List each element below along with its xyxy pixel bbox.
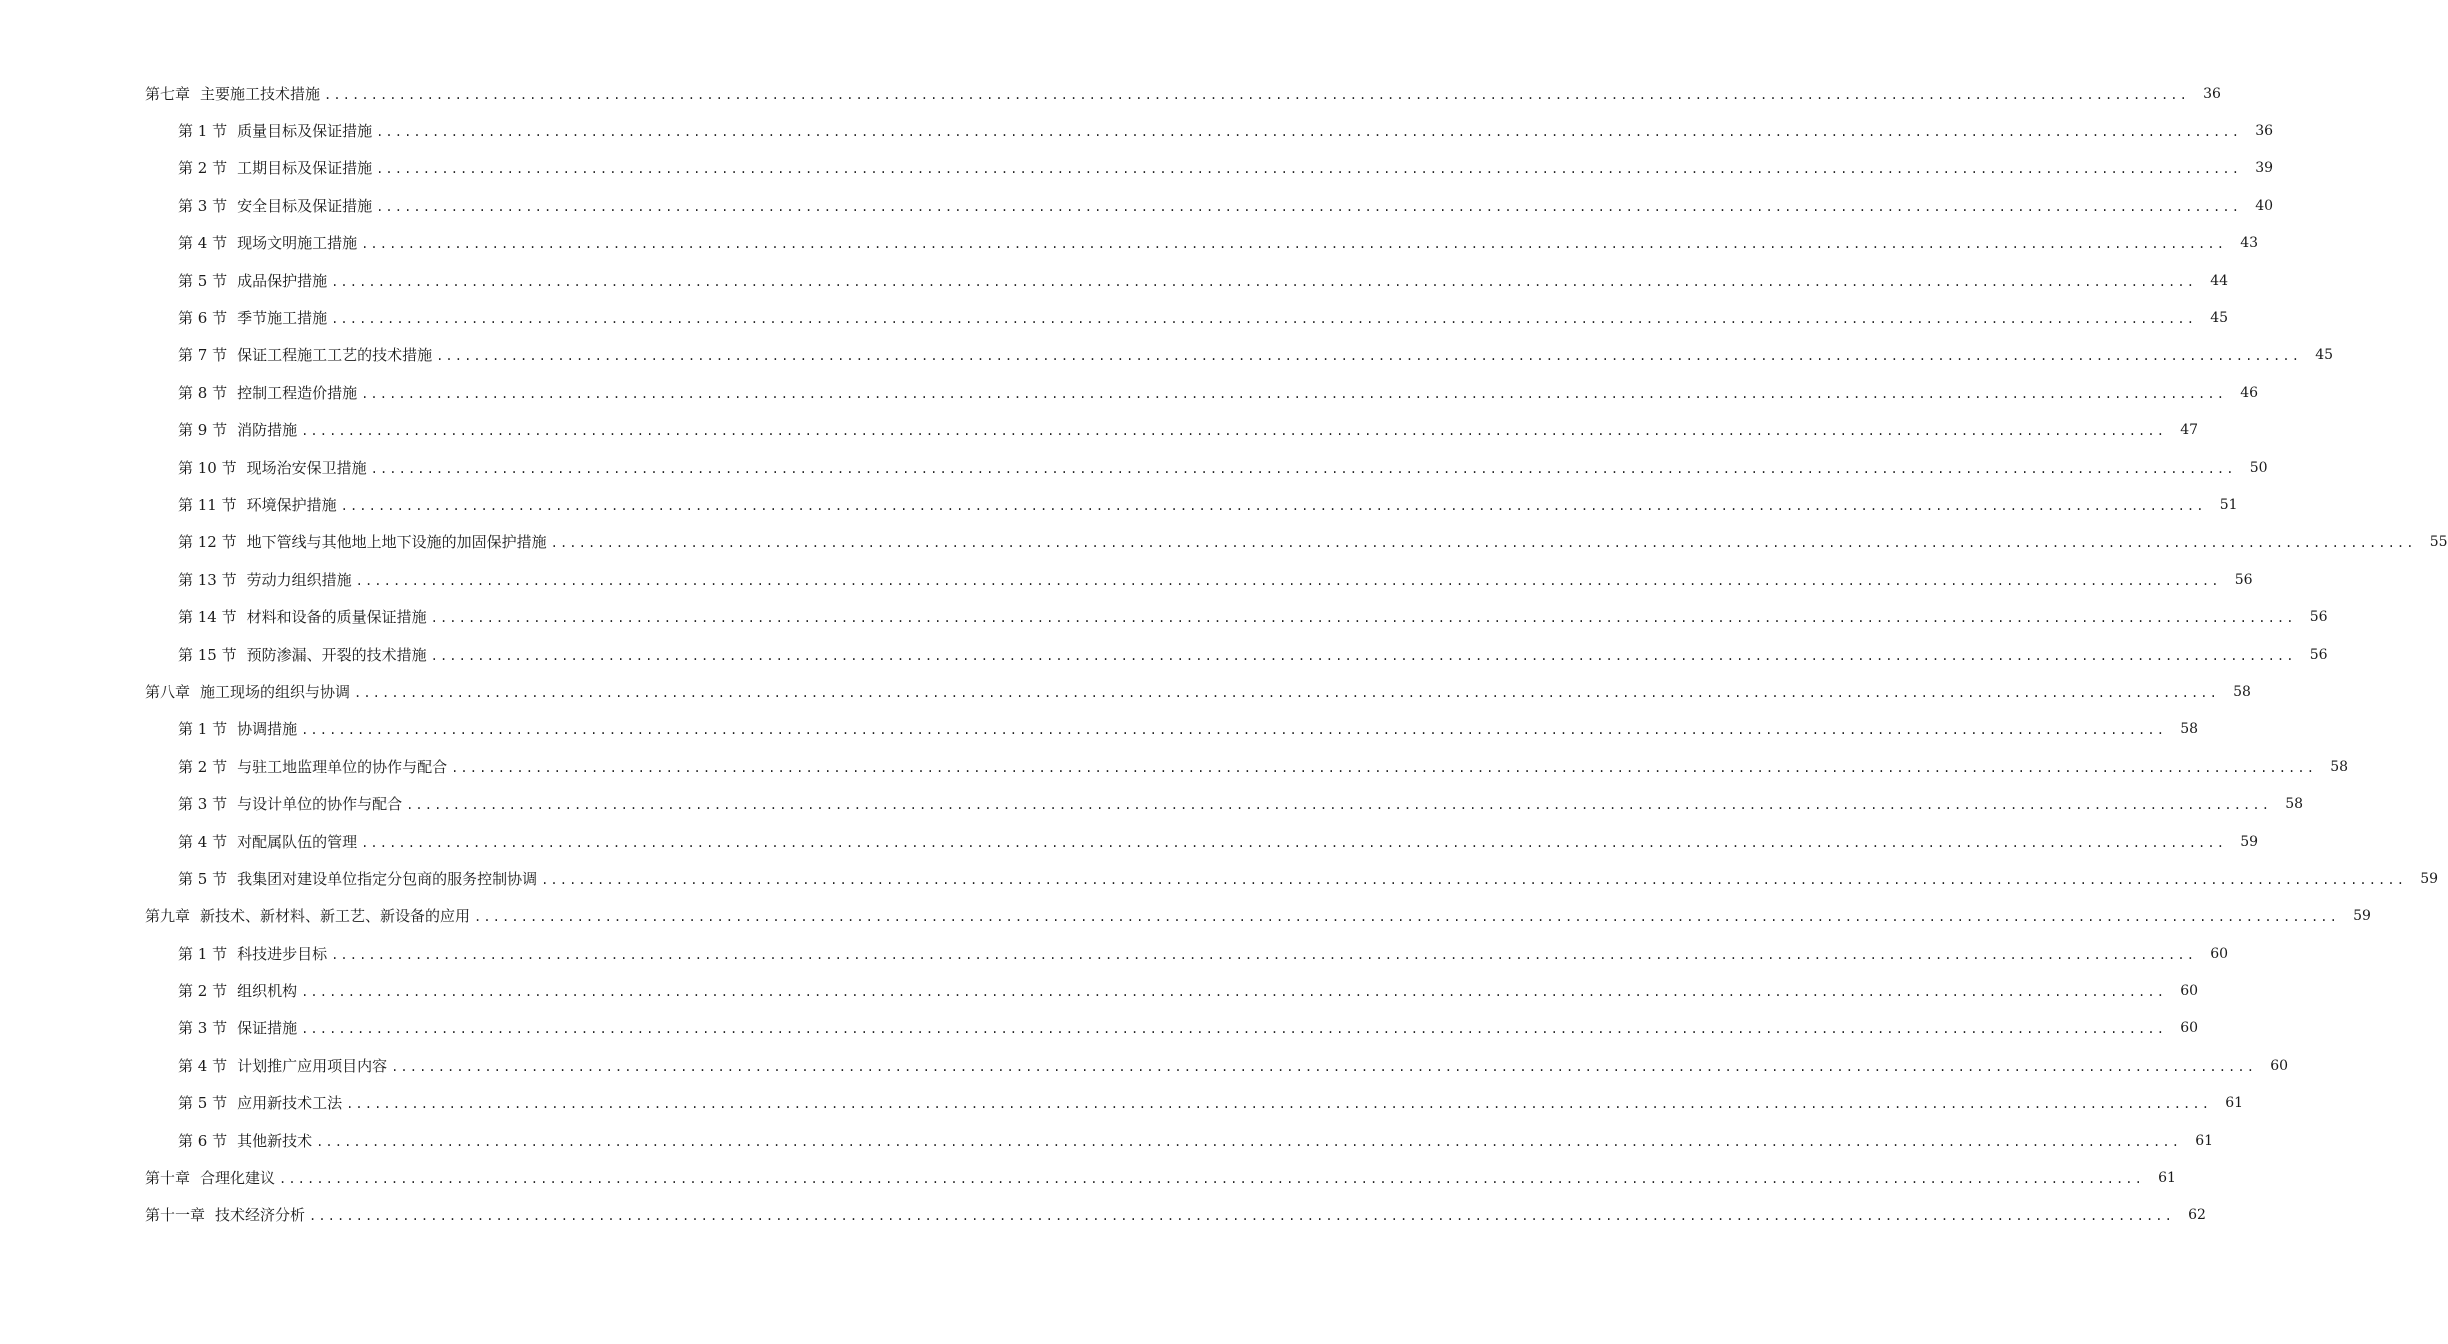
toc-entry-label <box>178 420 297 440</box>
toc-entry-number: 第 1 节 <box>178 720 228 739</box>
toc-entry-label <box>178 981 297 1001</box>
dot-leader: ........................................................................................................................................................................................................ <box>474 910 2339 925</box>
toc-entry-number: 第 1 节 <box>178 944 228 963</box>
toc-chapter-entry[interactable] <box>0 898 2371 935</box>
toc-entry-label <box>178 158 372 178</box>
toc-entry-number: 第 13 节 <box>178 570 237 589</box>
toc-entry-number: 第七章 <box>145 84 191 103</box>
dot-leader: ........................................................................................................................................................................................................ <box>361 835 2227 850</box>
toc-page-number: 62 <box>2188 1207 2206 1224</box>
toc-entry-label <box>145 1168 275 1188</box>
dot-leader: ........................................................................................................................................................................................................ <box>331 947 2197 962</box>
toc-section-entry[interactable] <box>0 1010 2199 1047</box>
toc-entry-title: 材料和设备的质量保证措施 <box>246 608 427 627</box>
toc-chapter-entry[interactable] <box>0 1197 2206 1234</box>
dot-leader: ........................................................................................................................................................................................................ <box>361 386 2227 401</box>
toc-entry-title: 科技进步目标 <box>237 944 328 963</box>
toc-section-entry[interactable] <box>0 262 2229 299</box>
toc-entry-number: 第 4 节 <box>178 234 228 253</box>
toc-page-number: 47 <box>2180 422 2199 439</box>
toc-section-entry[interactable] <box>0 711 2199 748</box>
toc-entry-label <box>178 196 372 216</box>
toc-entry-number: 第 11 节 <box>178 495 237 514</box>
toc-page-number: 56 <box>2309 646 2328 663</box>
toc-entry-number: 第八章 <box>145 682 191 701</box>
dot-leader: ........................................................................................................................................................................................................ <box>301 1022 2167 1037</box>
toc-entry-title: 工期目标及保证措施 <box>237 159 373 178</box>
toc-page-number: 55 <box>2429 534 2448 551</box>
toc-entry-number: 第 2 节 <box>178 757 228 776</box>
toc-entry-number: 第 5 节 <box>178 869 228 888</box>
toc-entry-label <box>178 345 432 365</box>
toc-entry-number: 第 9 节 <box>178 421 228 440</box>
dot-leader: ........................................................................................................................................................................................................ <box>324 87 2189 102</box>
toc-page-number: 45 <box>2210 310 2229 327</box>
toc-entry-title: 新技术、新材料、新工艺、新设备的应用 <box>200 907 471 926</box>
dot-leader: ........................................................................................................................................................................................................ <box>309 1209 2174 1224</box>
toc-page-number: 59 <box>2240 833 2259 850</box>
toc-entry-title: 季节施工措施 <box>237 309 328 328</box>
toc-section-entry[interactable] <box>0 785 2304 822</box>
toc-entry-number: 第 15 节 <box>178 645 237 664</box>
dot-leader: ........................................................................................................................................................................................................ <box>331 312 2197 327</box>
toc-entry-title: 合理化建议 <box>200 1169 276 1188</box>
toc-entry-label <box>178 570 352 590</box>
toc-chapter-entry[interactable] <box>0 75 2221 112</box>
toc-page-number: 39 <box>2255 160 2274 177</box>
toc-entry-number: 第 3 节 <box>178 795 228 814</box>
toc-entry-label <box>145 1205 305 1225</box>
toc-entry-title: 计划推广应用项目内容 <box>237 1056 388 1075</box>
toc-page-number: 58 <box>2180 721 2199 738</box>
toc-page-number: 58 <box>2330 758 2349 775</box>
toc-entry-label <box>178 458 367 478</box>
toc-entry-number: 第 2 节 <box>178 159 228 178</box>
toc-entry-label <box>145 906 470 926</box>
toc-section-entry[interactable] <box>0 374 2259 411</box>
toc-entry-title: 保证措施 <box>237 1019 298 1038</box>
toc-entry-number: 第九章 <box>145 907 191 926</box>
toc-page-number: 43 <box>2240 235 2259 252</box>
toc-section-entry[interactable] <box>0 748 2349 785</box>
toc-entry-title: 劳动力组织措施 <box>246 570 352 589</box>
toc-entry-title: 我集团对建设单位指定分包商的服务控制协调 <box>237 869 538 888</box>
toc-entry-number: 第十章 <box>145 1169 191 1188</box>
toc-section-entry[interactable] <box>0 412 2199 449</box>
toc-entry-label <box>178 832 357 852</box>
toc-entry-number: 第 6 节 <box>178 309 228 328</box>
toc-entry-number: 第 2 节 <box>178 982 228 1001</box>
toc-section-entry[interactable] <box>0 561 2253 598</box>
toc-entry-label <box>178 645 427 665</box>
toc-entry-title: 保证工程施工工艺的技术措施 <box>237 346 433 365</box>
dot-leader: ........................................................................................................................................................................................................ <box>541 872 2407 887</box>
toc-section-entry[interactable] <box>0 1085 2244 1122</box>
toc-entry-number: 第 8 节 <box>178 383 228 402</box>
dot-leader: ........................................................................................................................................................................................................ <box>354 685 2219 700</box>
toc-page-number: 61 <box>2195 1132 2214 1149</box>
toc-entry-label <box>178 271 327 291</box>
dot-leader: ........................................................................................................................................................................................................ <box>430 611 2296 626</box>
toc-page-number: 61 <box>2158 1170 2176 1187</box>
toc-entry-title: 对配属队伍的管理 <box>237 832 358 851</box>
toc-entry-label <box>178 1131 312 1151</box>
toc-section-entry[interactable] <box>0 225 2259 262</box>
dot-leader: ........................................................................................................................................................................................................ <box>340 498 2206 513</box>
toc-entry-label <box>178 1018 297 1038</box>
toc-entry-label <box>178 719 297 739</box>
dot-leader: ........................................................................................................................................................................................................ <box>376 162 2242 177</box>
toc-section-entry[interactable] <box>0 150 2274 187</box>
toc-page-number: 60 <box>2270 1057 2289 1074</box>
toc-entry-label <box>178 869 537 889</box>
toc-section-entry[interactable] <box>0 449 2268 486</box>
toc-page-number: 56 <box>2309 609 2328 626</box>
toc-entry-number: 第 4 节 <box>178 832 228 851</box>
toc-page-number: 56 <box>2234 571 2253 588</box>
toc-section-entry[interactable] <box>0 1122 2214 1159</box>
toc-entry-title: 消防措施 <box>237 421 298 440</box>
toc-section-entry[interactable] <box>0 972 2199 1009</box>
table-of-contents <box>0 75 2448 1234</box>
toc-section-entry[interactable] <box>0 112 2274 149</box>
toc-chapter-entry[interactable] <box>0 673 2251 710</box>
toc-section-entry[interactable] <box>0 598 2328 635</box>
toc-entry-title: 安全目标及保证措施 <box>237 196 373 215</box>
toc-entry-title: 应用新技术工法 <box>237 1094 343 1113</box>
toc-page-number: 50 <box>2249 459 2268 476</box>
toc-entry-label <box>145 84 320 104</box>
dot-leader: ........................................................................................................................................................................................................ <box>301 985 2167 1000</box>
toc-chapter-entry[interactable] <box>0 1159 2176 1196</box>
toc-entry-title: 组织机构 <box>237 982 298 1001</box>
toc-entry-title: 与驻工地监理单位的协作与配合 <box>237 757 448 776</box>
toc-page-number: 58 <box>2233 683 2251 700</box>
toc-page-number: 60 <box>2180 983 2199 1000</box>
dot-leader: ........................................................................................................................................................................................................ <box>361 237 2227 252</box>
dot-leader: ........................................................................................................................................................................................................ <box>301 424 2167 439</box>
toc-entry-label <box>178 383 357 403</box>
dot-leader: ........................................................................................................................................................................................................ <box>331 274 2197 289</box>
toc-entry-number: 第 7 节 <box>178 346 228 365</box>
dot-leader: ........................................................................................................................................................................................................ <box>355 573 2221 588</box>
toc-entry-title: 其他新技术 <box>237 1131 313 1150</box>
toc-entry-label <box>178 757 447 777</box>
toc-section-entry[interactable] <box>0 1047 2289 1084</box>
dot-leader: ........................................................................................................................................................................................................ <box>376 125 2242 140</box>
toc-section-entry[interactable] <box>0 935 2229 972</box>
toc-entry-number: 第 10 节 <box>178 458 237 477</box>
toc-section-entry[interactable] <box>0 486 2238 523</box>
toc-page-number: 36 <box>2203 85 2221 102</box>
toc-entry-number: 第十一章 <box>145 1206 206 1225</box>
toc-entry-label <box>145 682 350 702</box>
dot-leader: ........................................................................................................................................................................................................ <box>406 798 2272 813</box>
toc-entry-title: 地下管线与其他地上地下设施的加固保护措施 <box>246 533 547 552</box>
toc-entry-number: 第 5 节 <box>178 271 228 290</box>
toc-page-number: 61 <box>2225 1095 2244 1112</box>
dot-leader: ........................................................................................................................................................................................................ <box>376 199 2242 214</box>
toc-entry-number: 第 1 节 <box>178 122 228 141</box>
toc-section-entry[interactable] <box>0 299 2229 336</box>
toc-entry-title: 环境保护措施 <box>246 495 337 514</box>
toc-entry-title: 主要施工技术措施 <box>200 84 321 103</box>
dot-leader: ........................................................................................................................................................................................................ <box>451 760 2317 775</box>
toc-page-number: 60 <box>2180 1020 2199 1037</box>
toc-entry-title: 成品保护措施 <box>237 271 328 290</box>
toc-entry-label <box>178 944 327 964</box>
toc-entry-title: 与设计单位的协作与配合 <box>237 795 403 814</box>
toc-page-number: 40 <box>2255 197 2274 214</box>
toc-section-entry[interactable] <box>0 524 2448 561</box>
dot-leader: ........................................................................................................................................................................................................ <box>316 1134 2182 1149</box>
toc-entry-label <box>178 607 427 627</box>
toc-entry-title: 协调措施 <box>237 720 298 739</box>
toc-page-number: 58 <box>2285 796 2304 813</box>
toc-entry-title: 技术经济分析 <box>215 1206 306 1225</box>
dot-leader: ........................................................................................................................................................................................................ <box>370 461 2236 476</box>
dot-leader: ........................................................................................................................................................................................................ <box>550 536 2416 551</box>
dot-leader: ........................................................................................................................................................................................................ <box>436 349 2302 364</box>
toc-page-number: 59 <box>2353 908 2371 925</box>
toc-entry-label <box>178 532 547 552</box>
toc-entry-title: 质量目标及保证措施 <box>237 122 373 141</box>
dot-leader: ........................................................................................................................................................................................................ <box>391 1059 2257 1074</box>
toc-page-number: 45 <box>2315 347 2334 364</box>
toc-section-entry[interactable] <box>0 636 2328 673</box>
toc-entry-label <box>178 794 402 814</box>
toc-page-number: 44 <box>2210 272 2229 289</box>
toc-section-entry[interactable] <box>0 187 2274 224</box>
toc-entry-label <box>178 233 357 253</box>
toc-entry-label <box>178 495 337 515</box>
toc-entry-title: 控制工程造价措施 <box>237 383 358 402</box>
toc-page-number: 59 <box>2420 870 2439 887</box>
toc-entry-title: 预防渗漏、开裂的技术措施 <box>246 645 427 664</box>
toc-section-entry[interactable] <box>0 823 2259 860</box>
toc-page-number: 60 <box>2210 945 2229 962</box>
toc-page-number: 46 <box>2240 384 2259 401</box>
toc-entry-number: 第 3 节 <box>178 196 228 215</box>
toc-entry-number: 第 12 节 <box>178 533 237 552</box>
dot-leader: ........................................................................................................................................................................................................ <box>346 1097 2212 1112</box>
toc-entry-number: 第 4 节 <box>178 1056 228 1075</box>
dot-leader: ........................................................................................................................................................................................................ <box>301 723 2167 738</box>
toc-entry-title: 现场治安保卫措施 <box>246 458 367 477</box>
toc-entry-number: 第 5 节 <box>178 1094 228 1113</box>
toc-page-number: 36 <box>2255 123 2274 140</box>
toc-entry-number: 第 14 节 <box>178 608 237 627</box>
toc-entry-number: 第 3 节 <box>178 1019 228 1038</box>
toc-entry-label <box>178 121 372 141</box>
toc-entry-title: 施工现场的组织与协调 <box>200 682 351 701</box>
dot-leader: ........................................................................................................................................................................................................ <box>279 1172 2144 1187</box>
toc-entry-label <box>178 1056 387 1076</box>
toc-entry-label <box>178 308 327 328</box>
toc-section-entry[interactable] <box>0 337 2334 374</box>
toc-section-entry[interactable] <box>0 860 2439 897</box>
dot-leader: ........................................................................................................................................................................................................ <box>430 648 2296 663</box>
toc-entry-number: 第 6 节 <box>178 1131 228 1150</box>
toc-entry-label <box>178 1093 342 1113</box>
toc-page-number: 51 <box>2219 496 2238 513</box>
toc-entry-title: 现场文明施工措施 <box>237 234 358 253</box>
